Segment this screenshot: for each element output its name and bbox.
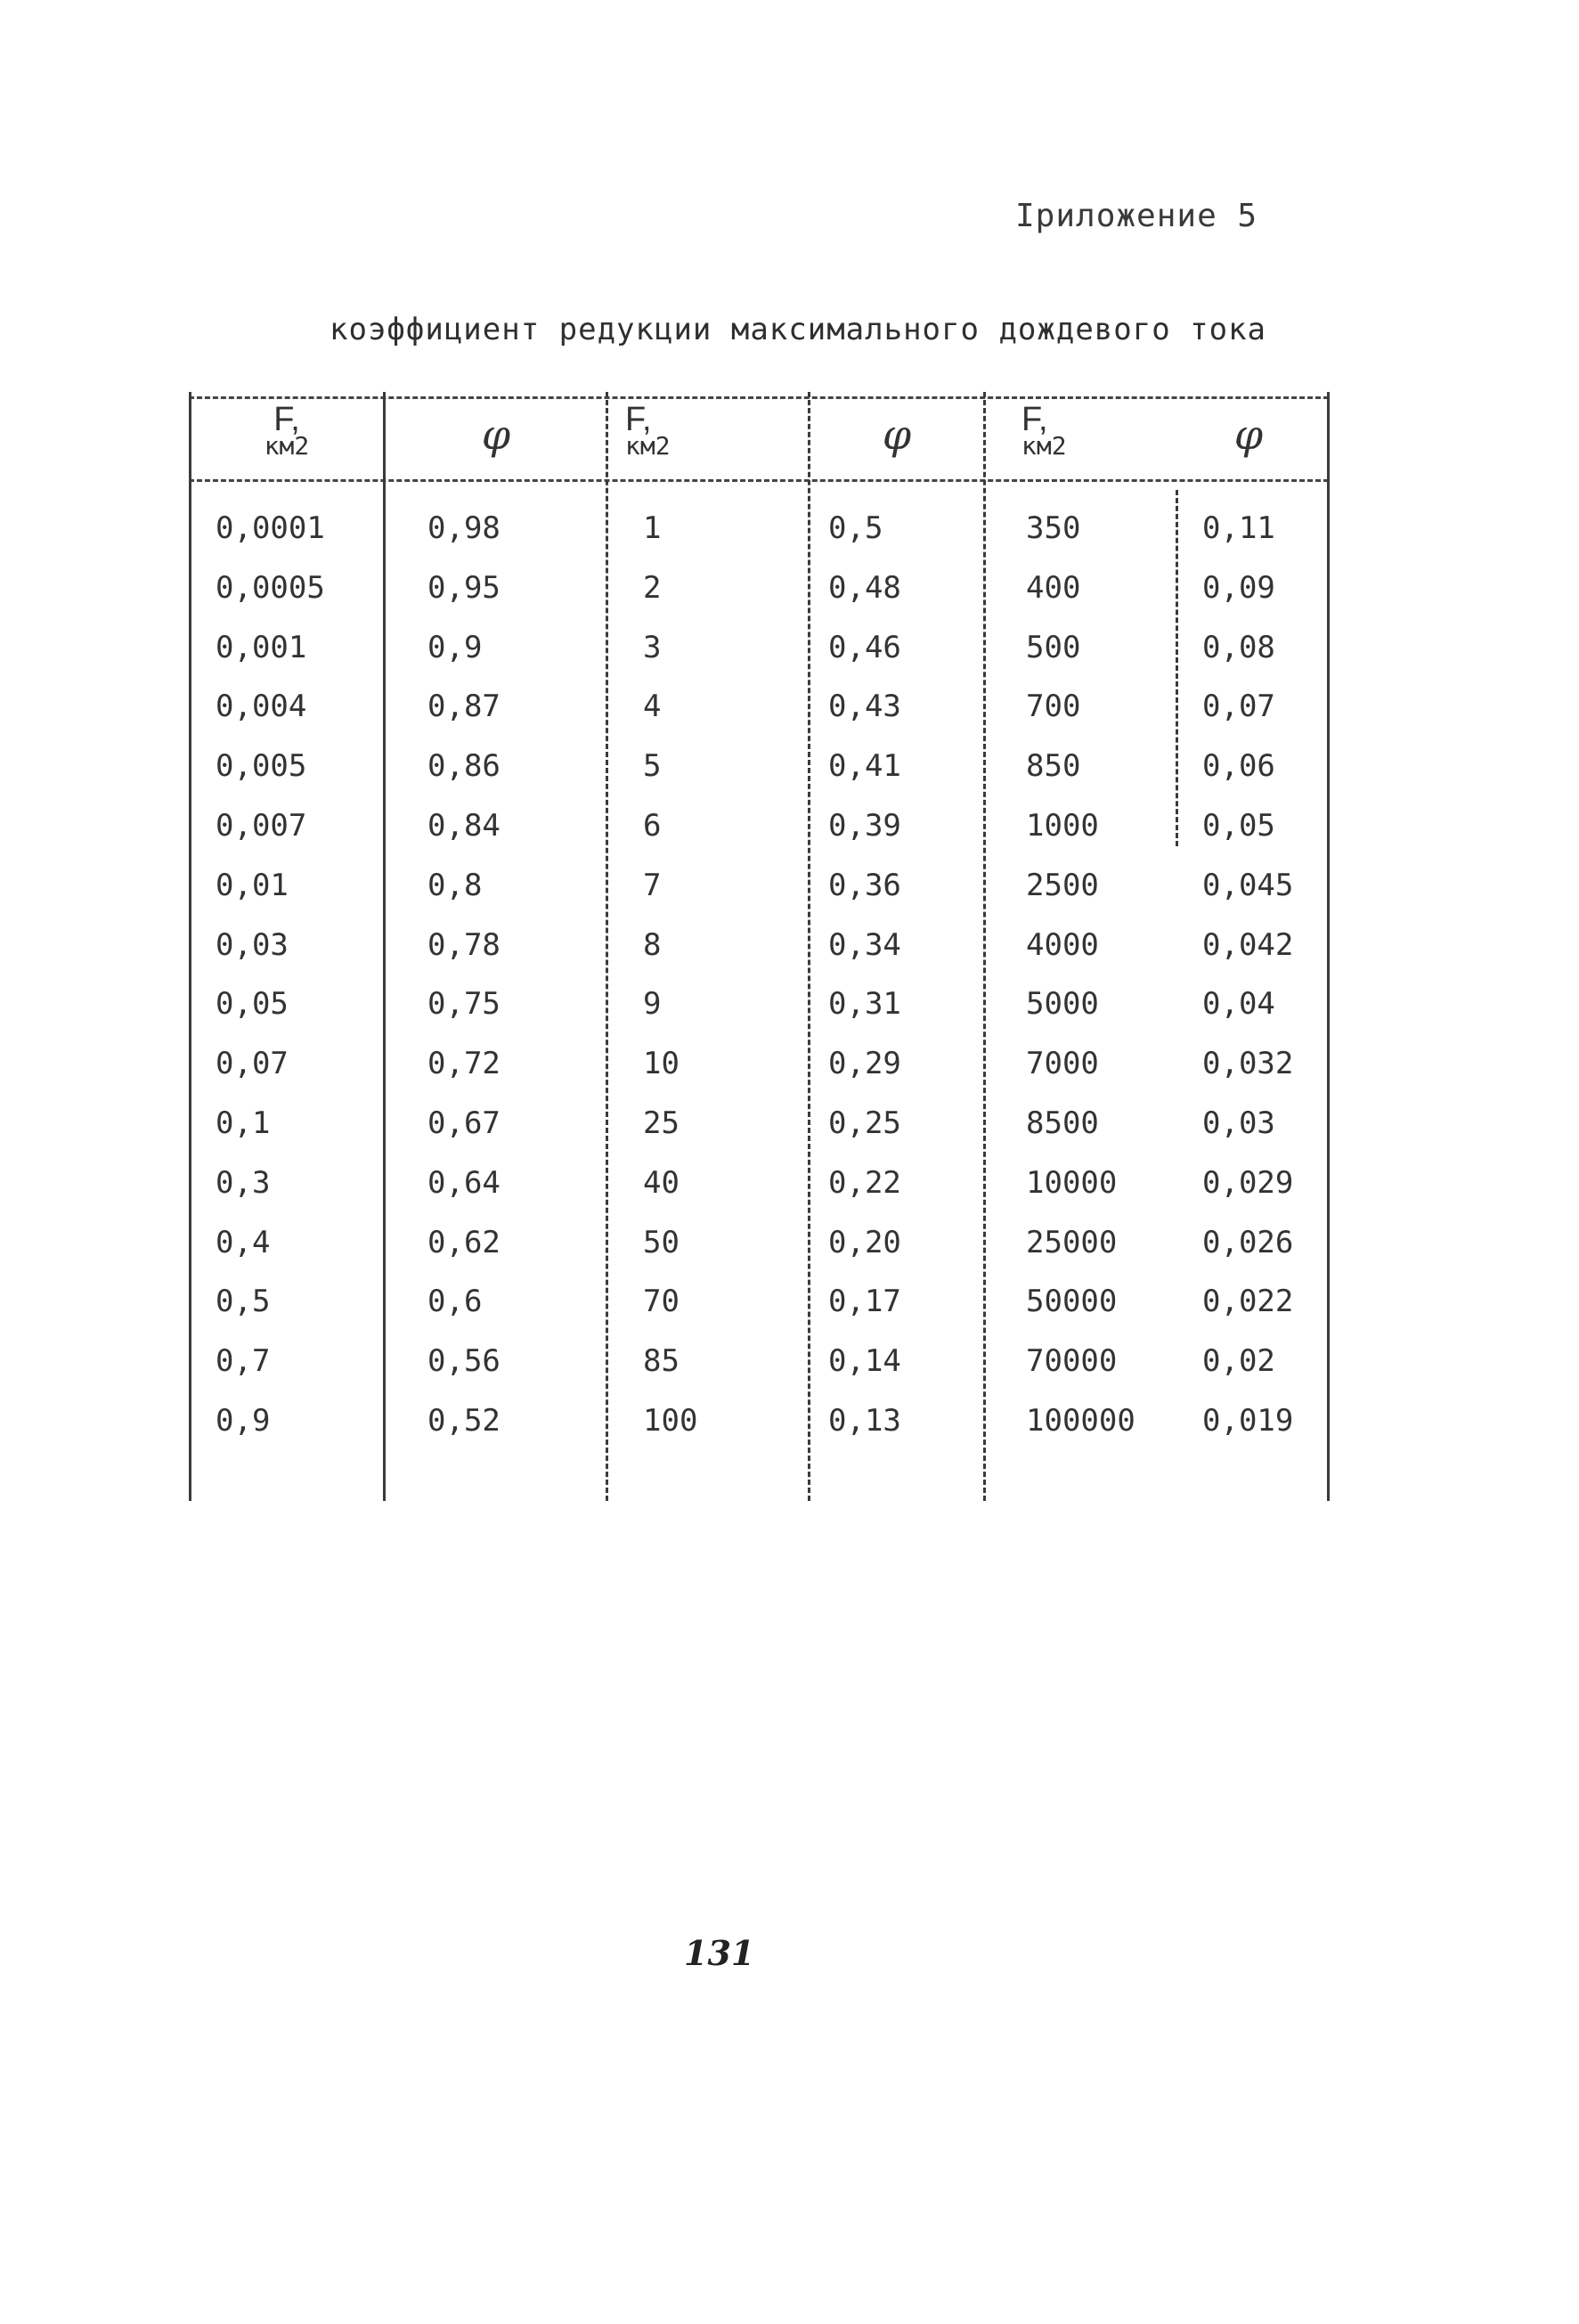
area-cell-2: 2 [643, 569, 662, 606]
area-cell-1: 0,7 [216, 1343, 271, 1380]
area-cell-3: 100000 [1026, 1402, 1135, 1439]
area-cell-2: 3 [643, 629, 662, 665]
phi-cell-3: 0,026 [1202, 1224, 1294, 1260]
phi-cell-1: 0,9 [427, 629, 483, 665]
phi-cell-1: 0,87 [427, 689, 501, 725]
phi-cell-2: 0,29 [828, 1046, 901, 1082]
area-cell-3: 50000 [1026, 1284, 1118, 1320]
phi-cell-1: 0,67 [427, 1105, 501, 1141]
phi-cell-1: 0,98 [427, 510, 501, 546]
header-area-1 [207, 401, 367, 461]
area-cell-2: 1 [643, 510, 662, 546]
header-f-symbol: F, [625, 401, 652, 438]
table-row [189, 986, 1329, 1046]
header-phi-1: φ [481, 411, 511, 459]
phi-cell-3: 0,06 [1202, 748, 1275, 785]
area-cell-3: 7000 [1026, 1046, 1099, 1082]
phi-cell-1: 0,62 [427, 1224, 501, 1260]
phi-cell-1: 0,64 [427, 1164, 501, 1201]
phi-cell-1: 0,56 [427, 1343, 501, 1380]
area-cell-2: 10 [643, 1046, 680, 1082]
header-f-symbol: F, [273, 401, 300, 438]
area-cell-2: 70 [643, 1284, 680, 1320]
area-cell-2: 9 [643, 986, 662, 1023]
phi-cell-1: 0,86 [427, 748, 501, 785]
table-header-border [189, 479, 1329, 482]
header-phi-3: φ [1233, 411, 1264, 459]
phi-cell-2: 0,14 [828, 1343, 901, 1380]
table-row [189, 1225, 1329, 1284]
appendix-label: Iриложение 5 [1015, 198, 1258, 234]
area-cell-2: 8 [643, 926, 662, 963]
area-cell-2: 7 [643, 867, 662, 903]
phi-cell-2: 0,13 [828, 1402, 901, 1439]
phi-cell-2: 0,43 [828, 689, 901, 725]
table-row [189, 1403, 1329, 1463]
phi-cell-1: 0,72 [427, 1046, 501, 1082]
phi-cell-3: 0,019 [1202, 1402, 1294, 1439]
phi-cell-2: 0,46 [828, 629, 901, 665]
header-f-unit: км2 [264, 431, 310, 461]
table-row [189, 1343, 1329, 1403]
area-cell-3: 500 [1026, 629, 1081, 665]
phi-cell-1: 0,52 [427, 1402, 501, 1439]
header-area-2 [625, 401, 696, 461]
table-row [189, 1165, 1329, 1225]
area-cell-1: 0,1 [216, 1105, 271, 1141]
area-cell-3: 850 [1026, 748, 1081, 785]
phi-cell-2: 0,17 [828, 1284, 901, 1320]
area-cell-3: 5000 [1026, 986, 1099, 1023]
header-area-3 [1021, 401, 1111, 461]
phi-cell-1: 0,75 [427, 986, 501, 1023]
area-cell-3: 2500 [1026, 867, 1099, 903]
phi-cell-1: 0,84 [427, 807, 501, 844]
area-cell-3: 400 [1026, 569, 1081, 606]
phi-cell-2: 0,39 [828, 807, 901, 844]
phi-cell-3: 0,022 [1202, 1284, 1294, 1320]
header-f-symbol: F, [1021, 401, 1048, 438]
phi-cell-2: 0,31 [828, 986, 901, 1023]
area-cell-2: 40 [643, 1164, 680, 1201]
phi-cell-2: 0,34 [828, 926, 901, 963]
table-row [189, 927, 1329, 987]
area-cell-1: 0,3 [216, 1164, 271, 1201]
area-cell-2: 85 [643, 1343, 680, 1380]
area-cell-2: 4 [643, 689, 662, 725]
table-row [189, 570, 1329, 630]
area-cell-3: 10000 [1026, 1164, 1118, 1201]
table-row [189, 510, 1329, 570]
phi-cell-3: 0,045 [1202, 867, 1294, 903]
area-cell-1: 0,9 [216, 1402, 271, 1439]
header-f-unit: км2 [625, 431, 671, 461]
header-phi-2: φ [882, 411, 912, 459]
table-row [189, 748, 1329, 808]
reduction-coefficient-table [189, 383, 1329, 1505]
area-cell-1: 0,5 [216, 1284, 271, 1320]
area-cell-1: 0,001 [216, 629, 307, 665]
table-row [189, 1105, 1329, 1165]
area-cell-3: 4000 [1026, 926, 1099, 963]
area-cell-3: 700 [1026, 689, 1081, 725]
phi-cell-3: 0,08 [1202, 629, 1275, 665]
phi-cell-2: 0,5 [828, 510, 883, 546]
header-f-unit: км2 [1021, 431, 1067, 461]
phi-cell-3: 0,05 [1202, 807, 1275, 844]
area-cell-2: 25 [643, 1105, 680, 1141]
phi-cell-1: 0,78 [427, 926, 501, 963]
table-row [189, 1046, 1329, 1105]
area-cell-1: 0,05 [216, 986, 289, 1023]
phi-cell-2: 0,41 [828, 748, 901, 785]
area-cell-1: 0,4 [216, 1224, 271, 1260]
phi-cell-2: 0,20 [828, 1224, 901, 1260]
phi-cell-2: 0,48 [828, 569, 901, 606]
page-number: 131 [684, 1933, 755, 1973]
area-cell-1: 0,03 [216, 926, 289, 963]
phi-cell-1: 0,6 [427, 1284, 483, 1320]
phi-cell-1: 0,8 [427, 867, 483, 903]
phi-cell-2: 0,36 [828, 867, 901, 903]
area-cell-3: 1000 [1026, 807, 1099, 844]
area-cell-2: 50 [643, 1224, 680, 1260]
phi-cell-2: 0,25 [828, 1105, 901, 1141]
area-cell-1: 0,004 [216, 689, 307, 725]
phi-cell-3: 0,032 [1202, 1046, 1294, 1082]
phi-cell-3: 0,04 [1202, 986, 1275, 1023]
phi-cell-2: 0,22 [828, 1164, 901, 1201]
area-cell-3: 25000 [1026, 1224, 1118, 1260]
table-row [189, 689, 1329, 748]
phi-cell-3: 0,042 [1202, 926, 1294, 963]
area-cell-1: 0,005 [216, 748, 307, 785]
area-cell-1: 0,0001 [216, 510, 325, 546]
area-cell-3: 8500 [1026, 1105, 1099, 1141]
area-cell-1: 0,007 [216, 807, 307, 844]
phi-cell-3: 0,07 [1202, 689, 1275, 725]
table-row [189, 868, 1329, 927]
phi-cell-3: 0,029 [1202, 1164, 1294, 1201]
table-row [189, 1284, 1329, 1343]
area-cell-2: 5 [643, 748, 662, 785]
area-cell-1: 0,07 [216, 1046, 289, 1082]
area-cell-3: 70000 [1026, 1343, 1118, 1380]
table-title: коэффициент редукции максимального дождевого тока [330, 312, 1267, 347]
area-cell-1: 0,0005 [216, 569, 325, 606]
table-top-border [189, 396, 1329, 399]
area-cell-3: 350 [1026, 510, 1081, 546]
table-body [189, 510, 1329, 1463]
phi-cell-3: 0,11 [1202, 510, 1275, 546]
table-row [189, 808, 1329, 868]
phi-cell-3: 0,09 [1202, 569, 1275, 606]
area-cell-1: 0,01 [216, 867, 289, 903]
area-cell-2: 100 [643, 1402, 698, 1439]
phi-cell-3: 0,02 [1202, 1343, 1275, 1380]
table-row [189, 630, 1329, 689]
phi-cell-3: 0,03 [1202, 1105, 1275, 1141]
area-cell-2: 6 [643, 807, 662, 844]
phi-cell-1: 0,95 [427, 569, 501, 606]
